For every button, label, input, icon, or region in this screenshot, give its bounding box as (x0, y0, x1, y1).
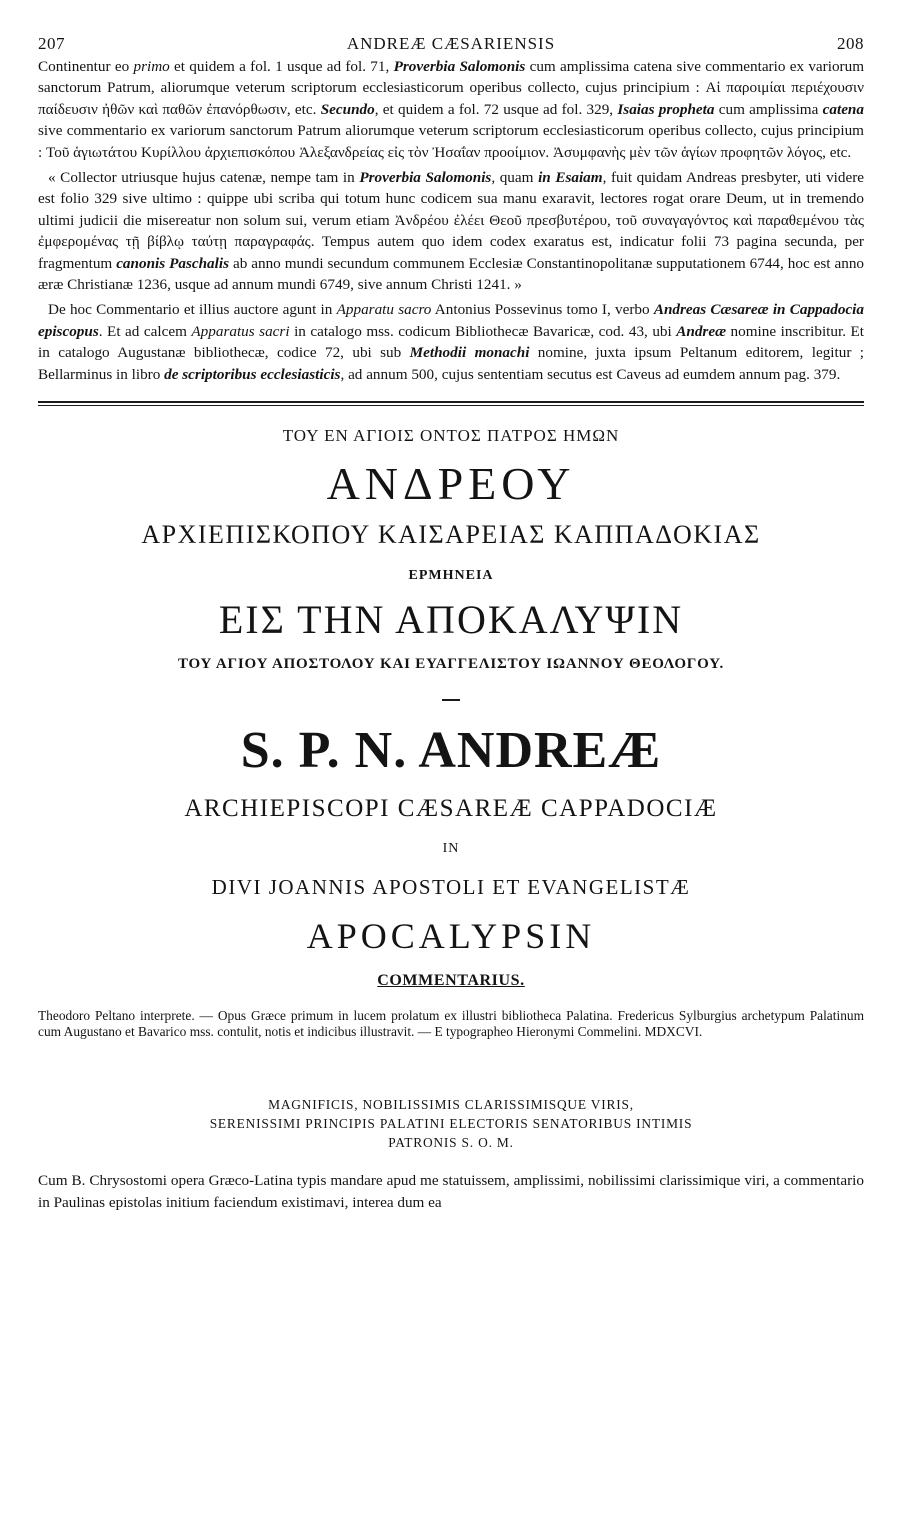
latin-author-name: S. P. N. ANDREÆ (240, 722, 662, 780)
section-divider (38, 401, 864, 406)
document-page (38, 34, 864, 1213)
latin-title-line2: ARCHIEPISCOPI CÆSAREÆ CAPPADOCIÆ (184, 795, 718, 823)
dedication (38, 1095, 864, 1152)
page-number-right: 208 (837, 34, 864, 53)
greek-title-line6: ΤΟΥ ΑΓΙΟΥ ΑΠΟΣΤΟΛΟΥ ΚΑΙ ΕΥΑΓΓΕΛΙΣΤΟΥ ΙΩΑΝΝΟΥ ΘΕΟΛΟΓΟΥ. (177, 656, 725, 673)
greek-author-name: ΑΝΔΡΕΟΥ (326, 458, 576, 510)
page-number-left: 207 (38, 34, 65, 53)
greek-title-line4: ΕΡΜΗΝΕΙΑ (408, 568, 494, 584)
dedication-line1: MAGNIFICIS, NOBILISSIMIS CLARISSIMISQUE VIRIS, (268, 1097, 634, 1113)
greek-title-line3: ΑΡΧΙΕΠΙΣΚΟΠΟΥ ΚΑΙΣΑΡΕΙΑΣ ΚΑΠΠΑΔΟΚΙΑΣ (141, 520, 761, 550)
edition-note: Theodoro Peltano interprete. — Opus Græce primum in lucem prolatum ex illustri bibliotheca Palatina. Fredericus Sylburgius archetypum Palatinum cum Augustano et Bavarico mss. contulit, notis et indicibus illustravit. — E typographeo Hieronymi Commelini. MDXCVI. (38, 1008, 864, 1039)
title-separator (442, 699, 460, 701)
paragraph-contents: Continentur eo primo et quidem a fol. 1 usque ad fol. 71, Proverbia Salomonis cum amplissima catena sive commentario ex variorum sanctorum Patrum, aliorumque veterum scriptorum ecclesiasticorum operibus collecto, cujus principium : Αἱ παροιμίαι περιέχουσιν παίδευσιν ἠθῶν καὶ παθῶν ἐπανόρθωσιν, etc. Secundo, et quidem a fol. 72 usque ad fol. 329, Isaias propheta cum amplissima catena sive commentario ex variorum sanctorum Patrum aliorumque veterum scriptorum ecclesiasticorum operibus collecto, cujus principium : Τοῦ ἁγιωτάτου Κυρίλλου ἀρχιεπισκόπου Ἀλεξανδρείας εἰς τὸν Ἠσαΐαν προοίμιον. Ἀσυμφανὴς μὲν τῶν ἁγίων προφητῶν λόγος, etc. (38, 58, 865, 161)
dedication-line2: SERENISSIMI PRINCIPIS PALATINI ELECTORIS SENATORIBUS INTIMIS (209, 1116, 693, 1132)
latin-title-line5: APOCALYPSIN (306, 916, 596, 957)
paragraph-collector: « Collector utriusque hujus catenæ, nempe tam in Proverbia Salomonis, quam in Esaiam, fuit quidam Andreas presbyter, uti videre est folio 329 sive ultimo : quippe ubi scriba qui totum hunc codicem sua manu exaravit, lectores rogat orare Deum, ut in tremendo ultimi judicii die misereatur non solum sui, verum etiam Ἀνδρέου ἐλέει Θεοῦ πρεσβυτέρου, τοῦ συναγαγόντος καὶ παραθεμένου τὰς ἐμφερομένας τῇ βίβλῳ ταύτῃ παραγραφάς. Tempus autem quo idem codex exaratus est, indicatur folii 73 pagina secunda, per fragmentum canonis Paschalis ab anno mundi secundum communem Ecclesiæ Constantinopolitanæ supputationem 6744, hoc est anno æræ Christianæ 1236, usque ad annum mundi 6749, sive annum Christi 1241. » (38, 169, 865, 294)
greek-title-line1: ΤΟΥ ΕΝ ΑΓΙΟΙΣ ΟΝΤΟΣ ΠΑΤΡΟΣ ΗΜΩΝ (282, 426, 620, 446)
dedication-line3: PATRONIS S. O. M. (388, 1135, 514, 1151)
greek-title-line5: ΕΙΣ ΤΗΝ ΑΠΟΚΑΛΥΨΙΝ (218, 597, 684, 643)
closing-paragraph: Cum B. Chrysostomi opera Græco-Latina typis mandare apud me statuissem, amplissimi, nobilissimi clarissimique viri, a commentario in Paulinas epistolas initium faciendum existimavi, interea dum ea (38, 1172, 864, 1211)
latin-title-line3: IN (442, 841, 460, 857)
running-title: ANDREÆ CÆSARIENSIS (346, 34, 556, 53)
running-header (38, 34, 864, 56)
paragraph-references: De hoc Commentario et illius auctore agunt in Apparatu sacro Antonius Possevinus tomo I, verbo Andreas Cæsareæ in Cappadocia episcopus. Et ad calcem Apparatus sacri in catalogo mss. codicum Bibliothecæ Bavaricæ, cod. 43, ubi Andreæ nomine inscribitur. Et in catalogo Augustanæ bibliothecæ, codice 72, ubi sub Methodii monachi nomine, juxta ipsum Peltanum editorem, legitur ; Bellarminus in libro de scriptoribus ecclesiasticis, ad annum 500, cujus sententiam secutus est Caveus ad eumdem annum pag. 379. (38, 301, 864, 383)
latin-title-line6: COMMENTARIUS. (377, 972, 525, 990)
latin-title-line4: DIVI JOANNIS APOSTOLI ET EVANGELISTÆ (211, 875, 691, 900)
